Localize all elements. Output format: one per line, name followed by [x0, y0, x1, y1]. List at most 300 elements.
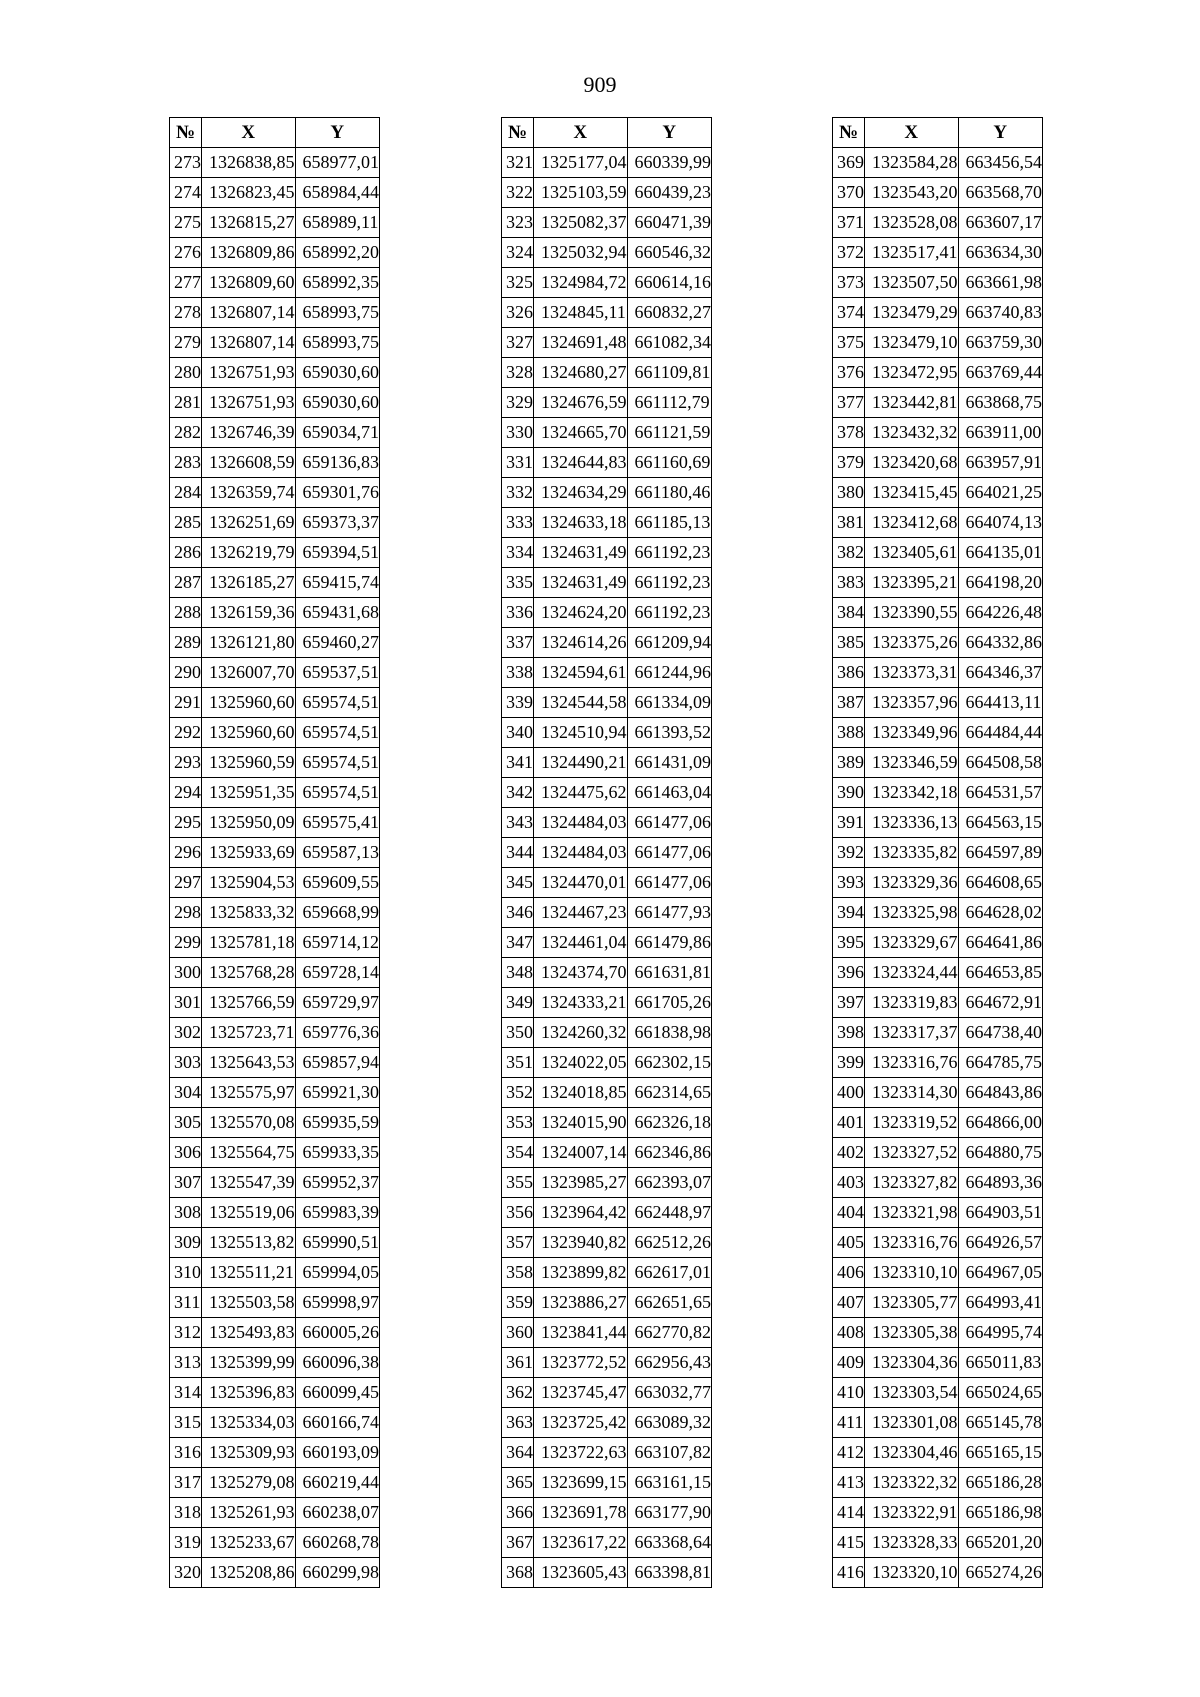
table-row	[502, 148, 712, 178]
table-row	[170, 568, 380, 598]
table-row	[833, 178, 1043, 208]
cell-number: 367	[502, 1528, 534, 1558]
cell-x: 1323319,52	[865, 1108, 959, 1138]
cell-y: 659935,59	[295, 1108, 380, 1138]
cell-y: 660471,39	[627, 208, 712, 238]
cell-number: 338	[502, 658, 534, 688]
cell-x: 1323349,96	[865, 718, 959, 748]
cell-number: 312	[170, 1318, 202, 1348]
table-row	[502, 1138, 712, 1168]
cell-number: 298	[170, 898, 202, 928]
cell-x: 1323528,08	[865, 208, 959, 238]
cell-number: 303	[170, 1048, 202, 1078]
header-number: №	[170, 118, 202, 148]
cell-x: 1323412,68	[865, 508, 959, 538]
cell-y: 659983,39	[295, 1198, 380, 1228]
cell-number: 328	[502, 358, 534, 388]
cell-number: 408	[833, 1318, 865, 1348]
cell-y: 661393,52	[627, 718, 712, 748]
cell-x: 1324594,61	[534, 658, 628, 688]
table-row	[502, 1348, 712, 1378]
cell-x: 1323329,67	[865, 928, 959, 958]
table-row	[502, 688, 712, 718]
table-row	[170, 148, 380, 178]
cell-number: 276	[170, 238, 202, 268]
cell-x: 1325261,93	[202, 1498, 296, 1528]
cell-number: 309	[170, 1228, 202, 1258]
table-row	[502, 778, 712, 808]
cell-y: 659136,83	[295, 448, 380, 478]
table-row	[833, 718, 1043, 748]
cell-x: 1325564,75	[202, 1138, 296, 1168]
cell-number: 310	[170, 1258, 202, 1288]
table-row	[833, 1468, 1043, 1498]
cell-x: 1324644,83	[534, 448, 628, 478]
cell-y: 664021,25	[958, 478, 1043, 508]
header-x: X	[865, 118, 959, 148]
cell-number: 316	[170, 1438, 202, 1468]
cell-y: 664198,20	[958, 568, 1043, 598]
cell-number: 285	[170, 508, 202, 538]
cell-y: 660193,09	[295, 1438, 380, 1468]
cell-number: 365	[502, 1468, 534, 1498]
table-row	[502, 1438, 712, 1468]
cell-x: 1323691,78	[534, 1498, 628, 1528]
cell-y: 660096,38	[295, 1348, 380, 1378]
table-row	[833, 1408, 1043, 1438]
cell-number: 315	[170, 1408, 202, 1438]
table-row	[833, 388, 1043, 418]
cell-x: 1323342,18	[865, 778, 959, 808]
cell-x: 1324470,01	[534, 868, 628, 898]
cell-number: 413	[833, 1468, 865, 1498]
cell-number: 351	[502, 1048, 534, 1078]
cell-y: 664653,85	[958, 958, 1043, 988]
cell-x: 1323325,98	[865, 898, 959, 928]
cell-number: 378	[833, 418, 865, 448]
cell-x: 1324022,05	[534, 1048, 628, 1078]
cell-y: 664508,58	[958, 748, 1043, 778]
cell-y: 663107,82	[627, 1438, 712, 1468]
cell-number: 278	[170, 298, 202, 328]
table-row	[833, 1528, 1043, 1558]
table-row	[502, 1408, 712, 1438]
table-row	[170, 958, 380, 988]
table-row	[170, 1018, 380, 1048]
cell-x: 1325575,97	[202, 1078, 296, 1108]
table-row	[170, 328, 380, 358]
cell-y: 661477,06	[627, 808, 712, 838]
cell-x: 1323507,50	[865, 268, 959, 298]
cell-x: 1325933,69	[202, 838, 296, 868]
cell-y: 660832,27	[627, 298, 712, 328]
cell-y: 664413,11	[958, 688, 1043, 718]
cell-y: 661334,09	[627, 688, 712, 718]
cell-y: 658984,44	[295, 178, 380, 208]
cell-y: 659301,76	[295, 478, 380, 508]
cell-number: 384	[833, 598, 865, 628]
cell-y: 665024,65	[958, 1378, 1043, 1408]
cell-x: 1325833,32	[202, 898, 296, 928]
table-row	[170, 1438, 380, 1468]
table-header-row	[502, 118, 712, 148]
cell-y: 663568,70	[958, 178, 1043, 208]
table-row	[833, 1378, 1043, 1408]
cell-y: 662770,82	[627, 1318, 712, 1348]
table-row	[502, 1048, 712, 1078]
cell-y: 661477,93	[627, 898, 712, 928]
cell-number: 318	[170, 1498, 202, 1528]
cell-number: 307	[170, 1168, 202, 1198]
cell-y: 661431,09	[627, 748, 712, 778]
table-row	[170, 478, 380, 508]
cell-number: 355	[502, 1168, 534, 1198]
cell-y: 665186,98	[958, 1498, 1043, 1528]
cell-y: 664226,48	[958, 598, 1043, 628]
table-row	[170, 598, 380, 628]
cell-y: 663769,44	[958, 358, 1043, 388]
cell-x: 1324333,21	[534, 988, 628, 1018]
cell-x: 1326751,93	[202, 388, 296, 418]
cell-y: 659574,51	[295, 718, 380, 748]
cell-y: 660339,99	[627, 148, 712, 178]
table-row	[502, 1258, 712, 1288]
cell-y: 664995,74	[958, 1318, 1043, 1348]
cell-x: 1323985,27	[534, 1168, 628, 1198]
table-row	[833, 598, 1043, 628]
cell-x: 1323543,20	[865, 178, 959, 208]
cell-number: 370	[833, 178, 865, 208]
cell-number: 301	[170, 988, 202, 1018]
table-row	[502, 388, 712, 418]
cell-x: 1326807,14	[202, 328, 296, 358]
cell-y: 661192,23	[627, 538, 712, 568]
cell-number: 319	[170, 1528, 202, 1558]
cell-number: 366	[502, 1498, 534, 1528]
table-row	[833, 1348, 1043, 1378]
cell-y: 664597,89	[958, 838, 1043, 868]
table-row	[833, 928, 1043, 958]
cell-x: 1325519,06	[202, 1198, 296, 1228]
table-row	[833, 778, 1043, 808]
table-row	[170, 1378, 380, 1408]
cell-number: 373	[833, 268, 865, 298]
cell-y: 664608,65	[958, 868, 1043, 898]
table-row	[502, 1288, 712, 1318]
table-row	[833, 1018, 1043, 1048]
cell-y: 661192,23	[627, 598, 712, 628]
cell-y: 664880,75	[958, 1138, 1043, 1168]
cell-y: 665201,20	[958, 1528, 1043, 1558]
table-row	[502, 1378, 712, 1408]
table-row	[170, 1348, 380, 1378]
table-row	[170, 1318, 380, 1348]
table-row	[502, 508, 712, 538]
cell-y: 661705,26	[627, 988, 712, 1018]
cell-x: 1323320,10	[865, 1558, 959, 1588]
cell-y: 659537,51	[295, 658, 380, 688]
cell-x: 1323316,76	[865, 1048, 959, 1078]
table-header-row	[170, 118, 380, 148]
table-row	[502, 178, 712, 208]
cell-y: 659714,12	[295, 928, 380, 958]
cell-number: 311	[170, 1288, 202, 1318]
cell-number: 357	[502, 1228, 534, 1258]
cell-number: 287	[170, 568, 202, 598]
table-row	[170, 1048, 380, 1078]
header-y: Y	[627, 118, 712, 148]
cell-y: 659373,37	[295, 508, 380, 538]
cell-y: 663161,15	[627, 1468, 712, 1498]
table-row	[833, 478, 1043, 508]
table-row	[502, 568, 712, 598]
cell-x: 1323699,15	[534, 1468, 628, 1498]
cell-x: 1323745,47	[534, 1378, 628, 1408]
table-row	[502, 838, 712, 868]
cell-number: 350	[502, 1018, 534, 1048]
cell-y: 659609,55	[295, 868, 380, 898]
cell-number: 375	[833, 328, 865, 358]
cell-number: 340	[502, 718, 534, 748]
cell-number: 359	[502, 1288, 534, 1318]
table-row	[170, 748, 380, 778]
cell-x: 1324490,21	[534, 748, 628, 778]
cell-y: 663661,98	[958, 268, 1043, 298]
cell-number: 337	[502, 628, 534, 658]
cell-number: 396	[833, 958, 865, 988]
cell-x: 1323605,43	[534, 1558, 628, 1588]
cell-number: 288	[170, 598, 202, 628]
cell-y: 659933,35	[295, 1138, 380, 1168]
cell-y: 663634,30	[958, 238, 1043, 268]
table-row	[502, 658, 712, 688]
cell-number: 284	[170, 478, 202, 508]
cell-number: 317	[170, 1468, 202, 1498]
table-row	[502, 478, 712, 508]
cell-x: 1323722,63	[534, 1438, 628, 1468]
cell-x: 1323617,22	[534, 1528, 628, 1558]
cell-y: 662956,43	[627, 1348, 712, 1378]
cell-number: 412	[833, 1438, 865, 1468]
cell-y: 659776,36	[295, 1018, 380, 1048]
cell-x: 1323841,44	[534, 1318, 628, 1348]
table-row	[170, 358, 380, 388]
table-row	[170, 1528, 380, 1558]
cell-number: 347	[502, 928, 534, 958]
cell-number: 343	[502, 808, 534, 838]
cell-x: 1326185,27	[202, 568, 296, 598]
cell-x: 1323327,82	[865, 1168, 959, 1198]
cell-x: 1325032,94	[534, 238, 628, 268]
cell-number: 400	[833, 1078, 865, 1108]
cell-x: 1323415,45	[865, 478, 959, 508]
cell-y: 658992,35	[295, 268, 380, 298]
cell-number: 379	[833, 448, 865, 478]
cell-number: 353	[502, 1108, 534, 1138]
cell-y: 663032,77	[627, 1378, 712, 1408]
table-row	[170, 418, 380, 448]
cell-y: 660219,44	[295, 1468, 380, 1498]
cell-number: 324	[502, 238, 534, 268]
table-row	[502, 1558, 712, 1588]
cell-x: 1325950,09	[202, 808, 296, 838]
cell-y: 663607,17	[958, 208, 1043, 238]
cell-number: 313	[170, 1348, 202, 1378]
cell-y: 659415,74	[295, 568, 380, 598]
cell-y: 659668,99	[295, 898, 380, 928]
cell-y: 664785,75	[958, 1048, 1043, 1078]
cell-x: 1325766,59	[202, 988, 296, 1018]
table-row	[170, 1468, 380, 1498]
cell-y: 664074,13	[958, 508, 1043, 538]
cell-x: 1323305,77	[865, 1288, 959, 1318]
table-row	[833, 358, 1043, 388]
cell-y: 664843,86	[958, 1078, 1043, 1108]
cell-x: 1325768,28	[202, 958, 296, 988]
cell-number: 341	[502, 748, 534, 778]
cell-x: 1324634,29	[534, 478, 628, 508]
cell-x: 1325233,67	[202, 1528, 296, 1558]
cell-y: 665165,15	[958, 1438, 1043, 1468]
cell-number: 274	[170, 178, 202, 208]
cell-number: 282	[170, 418, 202, 448]
table-row	[833, 1228, 1043, 1258]
table-row	[170, 868, 380, 898]
table-row	[833, 208, 1043, 238]
table-row	[833, 298, 1043, 328]
table-row	[170, 1168, 380, 1198]
cell-y: 661477,06	[627, 838, 712, 868]
cell-x: 1323940,82	[534, 1228, 628, 1258]
cell-number: 345	[502, 868, 534, 898]
cell-number: 407	[833, 1288, 865, 1318]
cell-y: 660546,32	[627, 238, 712, 268]
cell-number: 286	[170, 538, 202, 568]
cell-y: 662617,01	[627, 1258, 712, 1288]
cell-number: 395	[833, 928, 865, 958]
cell-number: 381	[833, 508, 865, 538]
cell-y: 664903,51	[958, 1198, 1043, 1228]
table-row	[833, 1558, 1043, 1588]
cell-y: 665274,26	[958, 1558, 1043, 1588]
cell-x: 1323314,30	[865, 1078, 959, 1108]
cell-x: 1325960,59	[202, 748, 296, 778]
cell-y: 659431,68	[295, 598, 380, 628]
table-row	[502, 718, 712, 748]
cell-number: 354	[502, 1138, 534, 1168]
cell-y: 664672,91	[958, 988, 1043, 1018]
cell-y: 664926,57	[958, 1228, 1043, 1258]
cell-y: 659921,30	[295, 1078, 380, 1108]
cell-x: 1324475,62	[534, 778, 628, 808]
cell-number: 393	[833, 868, 865, 898]
cell-number: 385	[833, 628, 865, 658]
cell-number: 361	[502, 1348, 534, 1378]
cell-number: 358	[502, 1258, 534, 1288]
cell-x: 1323357,96	[865, 688, 959, 718]
table-row	[833, 538, 1043, 568]
cell-x: 1326251,69	[202, 508, 296, 538]
table-row	[833, 1318, 1043, 1348]
cell-x: 1326823,45	[202, 178, 296, 208]
cell-number: 308	[170, 1198, 202, 1228]
cell-number: 405	[833, 1228, 865, 1258]
cell-number: 371	[833, 208, 865, 238]
cell-number: 391	[833, 808, 865, 838]
cell-x: 1323346,59	[865, 748, 959, 778]
cell-y: 664628,02	[958, 898, 1043, 928]
cell-y: 659575,41	[295, 808, 380, 838]
cell-x: 1324544,58	[534, 688, 628, 718]
cell-number: 398	[833, 1018, 865, 1048]
cell-number: 293	[170, 748, 202, 778]
cell-number: 364	[502, 1438, 534, 1468]
cell-x: 1323336,13	[865, 808, 959, 838]
cell-x: 1323304,36	[865, 1348, 959, 1378]
cell-y: 659030,60	[295, 358, 380, 388]
cell-number: 388	[833, 718, 865, 748]
table-row	[170, 1288, 380, 1318]
cell-number: 299	[170, 928, 202, 958]
cell-x: 1325643,53	[202, 1048, 296, 1078]
cell-y: 660299,98	[295, 1558, 380, 1588]
cell-number: 295	[170, 808, 202, 838]
table-row	[833, 238, 1043, 268]
cell-y: 659587,13	[295, 838, 380, 868]
cell-x: 1325279,08	[202, 1468, 296, 1498]
cell-number: 363	[502, 1408, 534, 1438]
cell-y: 665186,28	[958, 1468, 1043, 1498]
cell-y: 659034,71	[295, 418, 380, 448]
cell-y: 661109,81	[627, 358, 712, 388]
header-number: №	[833, 118, 865, 148]
table-row	[170, 658, 380, 688]
cell-x: 1326159,36	[202, 598, 296, 628]
cell-y: 661185,13	[627, 508, 712, 538]
cell-x: 1326359,74	[202, 478, 296, 508]
cell-number: 329	[502, 388, 534, 418]
cell-x: 1326807,14	[202, 298, 296, 328]
table-row	[833, 1078, 1043, 1108]
cell-x: 1324631,49	[534, 538, 628, 568]
cell-number: 416	[833, 1558, 865, 1588]
table-row	[502, 298, 712, 328]
cell-y: 662326,18	[627, 1108, 712, 1138]
cell-x: 1324631,49	[534, 568, 628, 598]
cell-number: 291	[170, 688, 202, 718]
cell-x: 1323324,44	[865, 958, 959, 988]
table-row	[502, 1198, 712, 1228]
table-row	[833, 868, 1043, 898]
table-row	[502, 1318, 712, 1348]
cell-y: 659857,94	[295, 1048, 380, 1078]
table-row	[502, 958, 712, 988]
cell-x: 1323335,82	[865, 838, 959, 868]
cell-number: 386	[833, 658, 865, 688]
table-row	[170, 628, 380, 658]
cell-x: 1325904,53	[202, 868, 296, 898]
table-row	[170, 928, 380, 958]
cell-x: 1326751,93	[202, 358, 296, 388]
table-row	[170, 208, 380, 238]
cell-y: 660238,07	[295, 1498, 380, 1528]
cell-number: 372	[833, 238, 865, 268]
cell-x: 1323301,08	[865, 1408, 959, 1438]
cell-x: 1326838,85	[202, 148, 296, 178]
cell-y: 660439,23	[627, 178, 712, 208]
cell-x: 1326121,80	[202, 628, 296, 658]
cell-number: 348	[502, 958, 534, 988]
